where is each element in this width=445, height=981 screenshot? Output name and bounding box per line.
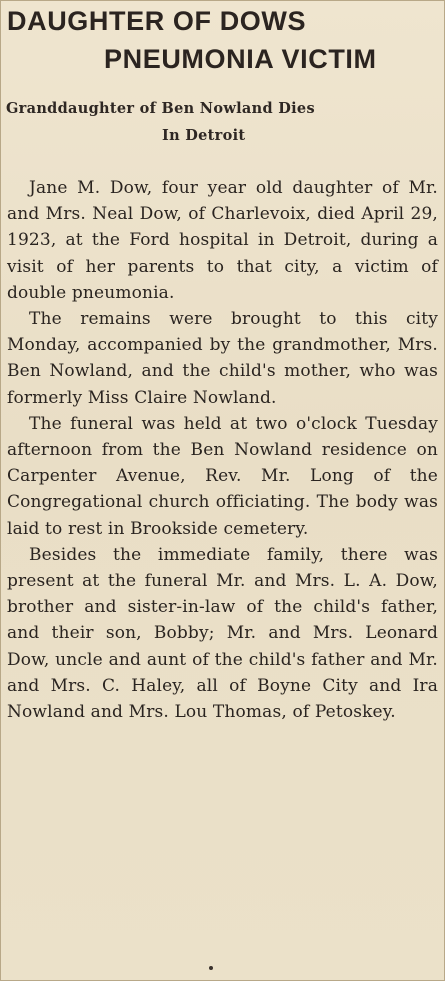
paragraph-funeral: The funeral was held at two o'clock Tuesday afternoon from the Ben Nowland residence on Carpenter Avenue, Rev. Mr. Long of the Congregational church officiating. The body was laid to rest in Brookside cemetery. xyxy=(7,413,438,539)
paragraph-death-notice: Jane M. Dow, four year old daughter of Mr. and Mrs. Neal Dow, of Charlevoix, died April 29, 1923, at the Ford hospital in Detroit, during a visit of her parents to that city, a victim of double pneumonia. xyxy=(7,178,438,303)
subheadline-line-2: In Detroit xyxy=(162,127,246,144)
subheadline-line-1: Granddaughter of Ben Nowland Dies xyxy=(6,100,315,117)
article-body xyxy=(7,175,438,725)
paragraph-attendees: Besides the immediate family, there was present at the funeral Mr. and Mrs. L. A. Dow, brother and sister-in-law of the child's father, and their son, Bobby; Mr. and Mrs. Leonard Dow, uncle and aunt of the child's father and Mr. and Mrs. C. Haley, all of Boyne City and Ira Nowland and Mrs. Lou Thomas, of Petoskey. xyxy=(7,544,438,723)
headline-line-1: DAUGHTER OF DOWS xyxy=(7,6,307,36)
ink-dot xyxy=(209,966,213,970)
paragraph-remains: The remains were brought to this city Monday, accompanied by the grandmother, Mrs. Ben Nowland, and the child's mother, who was formerly Miss Claire Nowland. xyxy=(7,309,438,408)
headline-line-2: PNEUMONIA VICTIM xyxy=(104,44,377,74)
